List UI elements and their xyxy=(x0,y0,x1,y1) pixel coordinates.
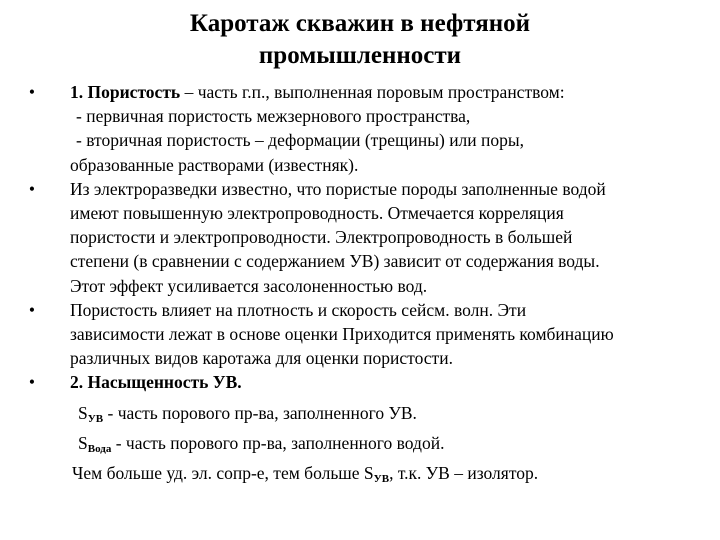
s-uv-subscript: УВ xyxy=(373,473,390,486)
slide-title xyxy=(0,8,720,72)
s-uv-subscript: УВ xyxy=(87,412,104,425)
bullet-icon: • xyxy=(28,178,36,199)
porosity-secondary-cont: образованные растворами (известняк). xyxy=(70,154,359,175)
bullet-item-density xyxy=(22,298,702,371)
porosity-heading-line xyxy=(70,80,702,104)
bullet-list xyxy=(22,80,702,485)
paragraph-line: Из электроразведки известно, что пористые породы заполненные водой xyxy=(70,178,606,199)
bullet-item-electroconductivity xyxy=(22,177,702,298)
s-water-subscript: Вода xyxy=(87,442,112,455)
bullet-item-porosity xyxy=(22,80,702,177)
title-line-2: промышленности xyxy=(258,42,462,69)
paragraph-line: степени (в сравнении с содержанием УВ) зависит от содержания воды. xyxy=(70,251,600,272)
porosity-primary: - первичная пористость межзернового пространства, xyxy=(76,106,471,127)
s-uv-definition xyxy=(70,401,702,425)
paragraph-line: имеют повышенную электропроводность. Отмечается корреляция xyxy=(70,203,564,224)
paragraph-line: Пористость влияет на плотность и скорость сейсм. волн. Эти xyxy=(70,299,527,320)
porosity-secondary: - вторичная пористость – деформации (трещины) или поры, xyxy=(76,130,525,151)
resistivity-text-post: , т.к. УВ – изолятор. xyxy=(389,463,539,484)
paragraph-line: Этот эффект усиливается засолоненностью вод. xyxy=(70,275,428,296)
resistivity-statement xyxy=(70,461,702,485)
porosity-definition: – часть г.п., выполненная поровым пространством: xyxy=(180,82,565,102)
bullet-icon: • xyxy=(28,372,36,393)
saturation-heading-line xyxy=(70,370,702,394)
porosity-heading: 1. Пористость xyxy=(70,82,181,102)
s-uv-text: - часть порового пр-ва, заполненного УВ. xyxy=(103,402,417,423)
bullet-item-saturation xyxy=(22,370,702,485)
saturation-heading: 2. Насыщенность УВ. xyxy=(70,372,242,393)
s-symbol: S xyxy=(78,402,88,423)
title-line-1: Каротаж скважин в нефтяной xyxy=(189,10,531,37)
s-symbol: S xyxy=(78,432,88,453)
paragraph-line: зависимости лежат в основе оценки Приходится применять комбинацию xyxy=(70,324,614,345)
paragraph-line: пористости и электропроводности. Электропроводность в большей xyxy=(70,227,573,248)
paragraph-line: различных видов каротажа для оценки пористости. xyxy=(70,348,453,369)
s-symbol: S xyxy=(363,463,374,484)
resistivity-text-pre: Чем больше уд. эл. сопр-е, тем больше xyxy=(72,463,364,484)
s-water-text: - часть порового пр-ва, заполненного водой. xyxy=(111,432,445,453)
bullet-icon: • xyxy=(28,299,36,320)
s-water-definition xyxy=(70,431,702,455)
bullet-icon: • xyxy=(28,82,36,102)
